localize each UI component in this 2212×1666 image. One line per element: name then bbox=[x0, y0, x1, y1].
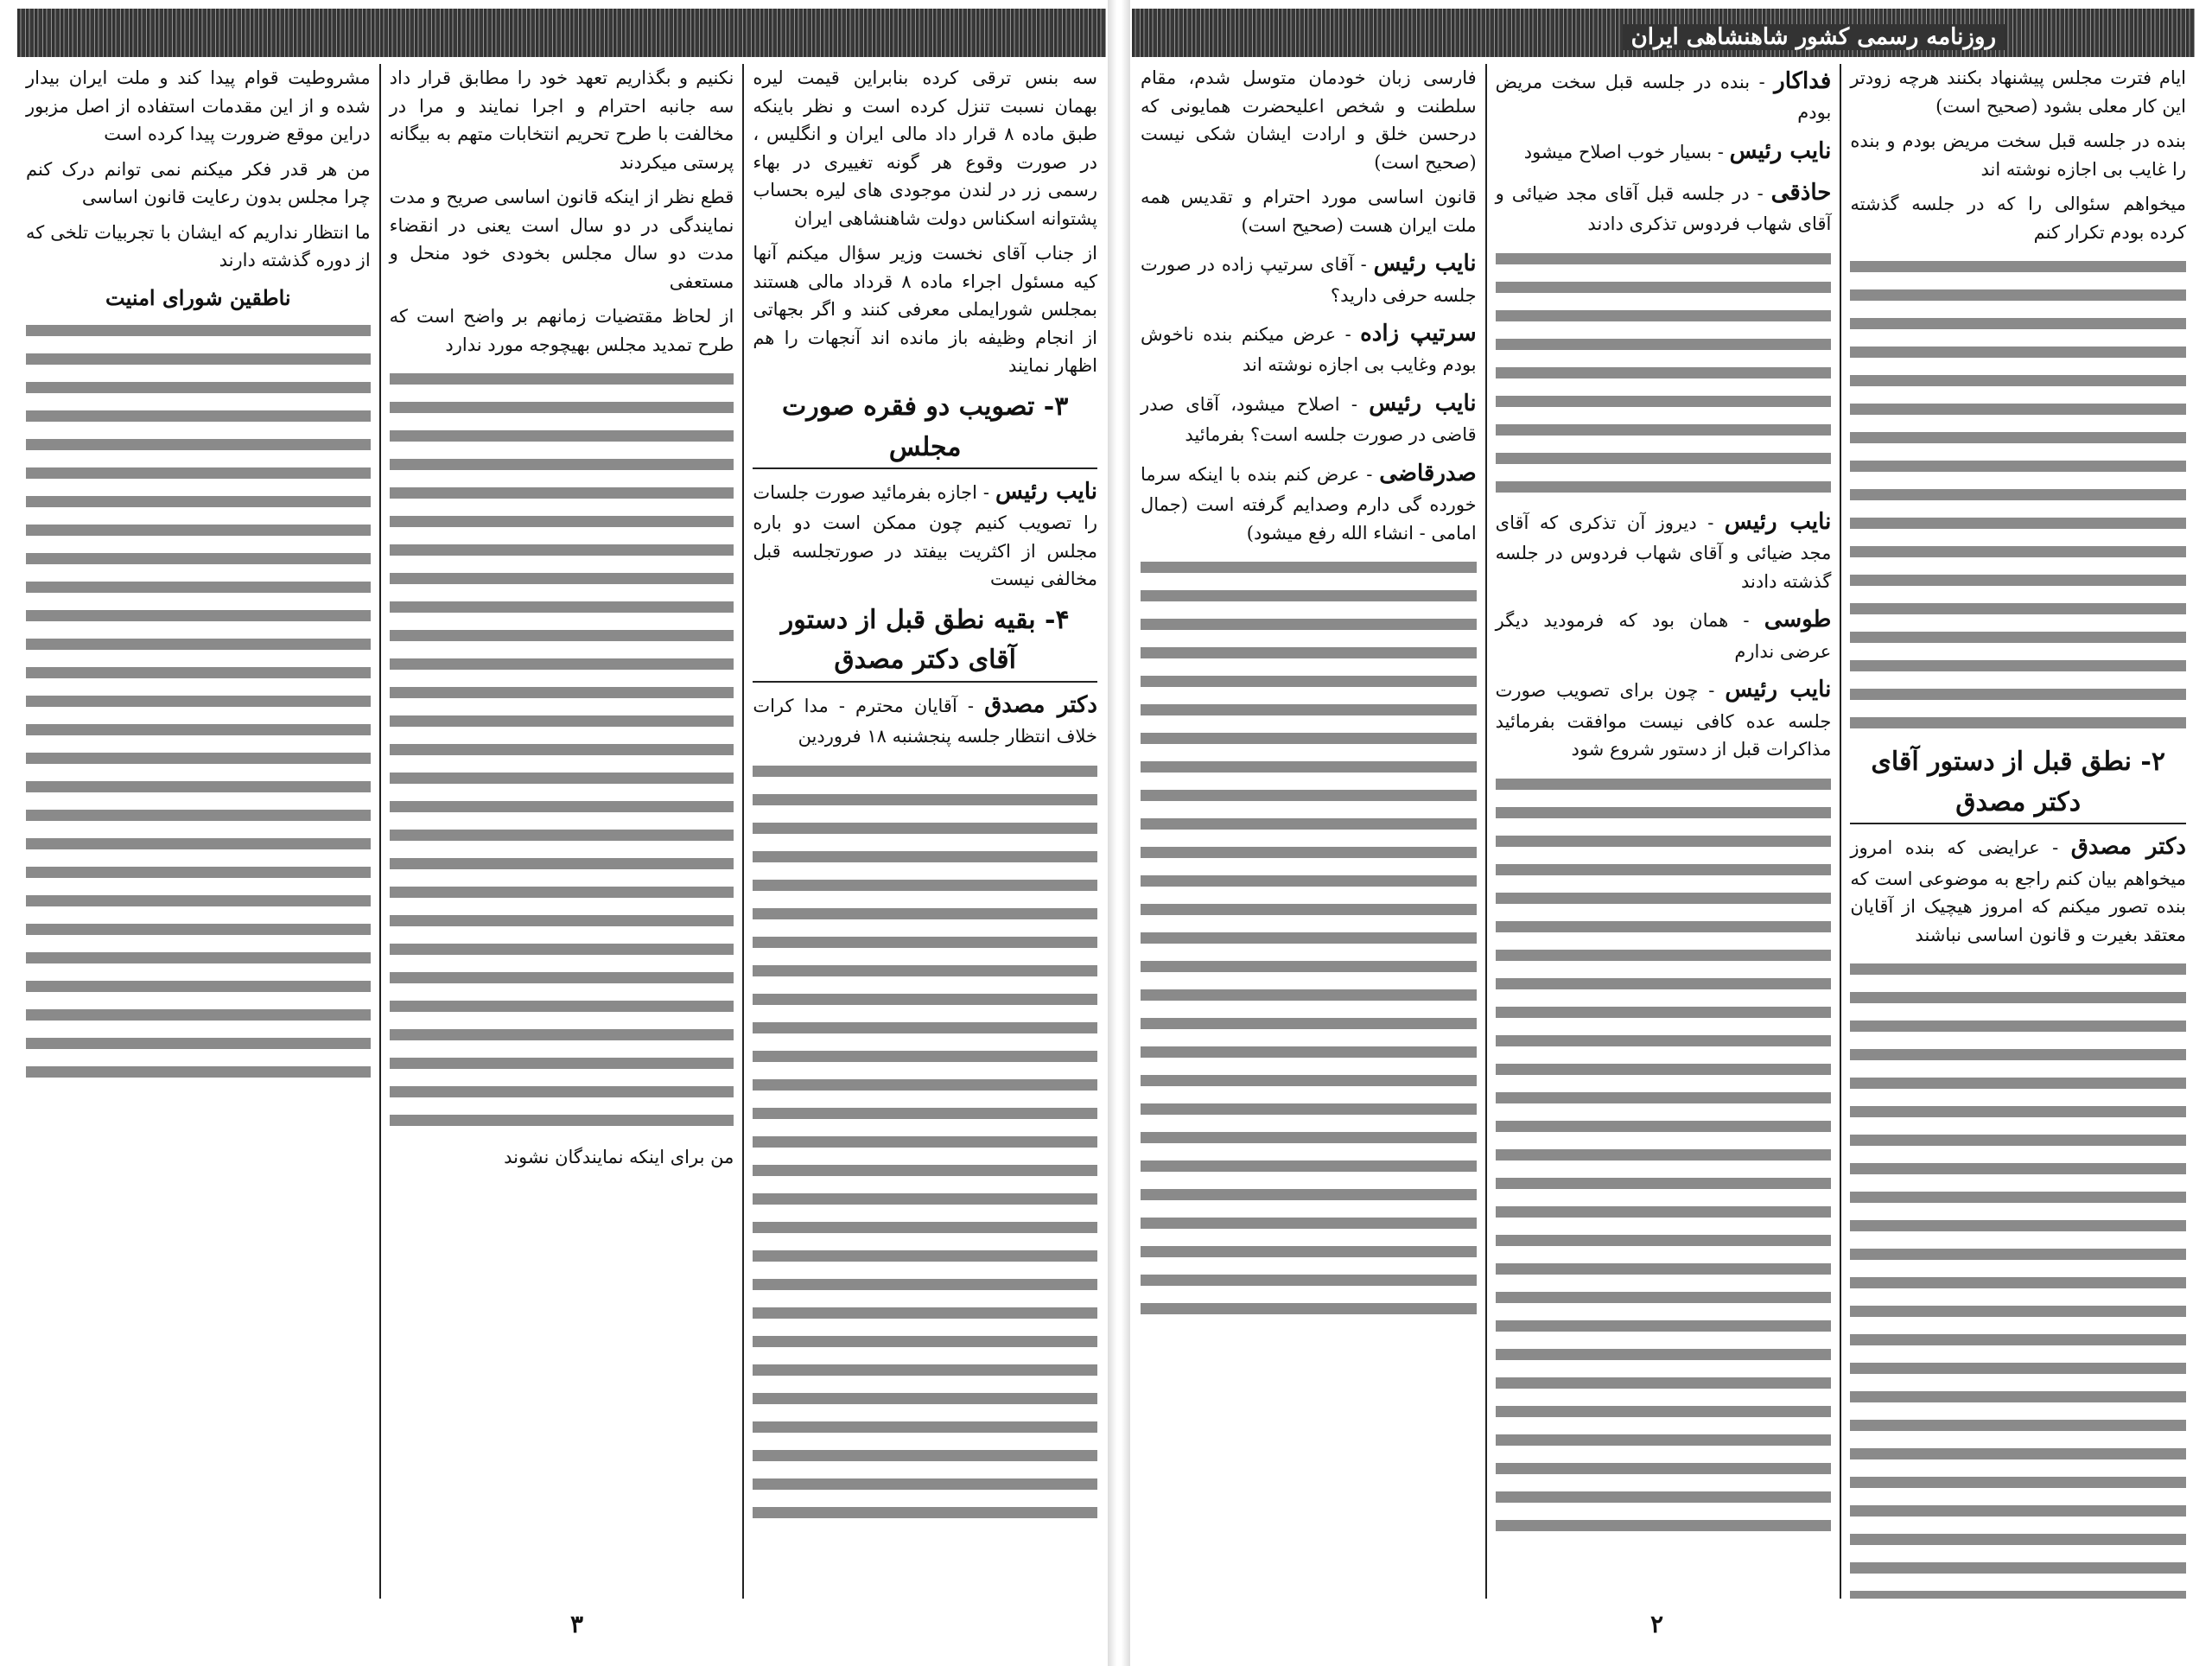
paragraph: میخواهم سئوالی را که در جلسه گذشته کرده بودم تکرار کنم bbox=[1850, 194, 2186, 243]
speaker-name: دکتر مصدق bbox=[984, 691, 1097, 718]
column-3 bbox=[17, 64, 379, 1599]
page-number: ۲ bbox=[1650, 1610, 1664, 1638]
speaker-text: عرض کنم بنده با اینکه سرما خورده گی دارم وصدایم گرفته است (جمال امامی - انشاء الله رفع میشود) bbox=[1140, 463, 1477, 544]
section-heading: ۴- بقیه نطق قبل از دستور آقای دکتر مصدق bbox=[753, 601, 1097, 683]
speaker-text: در جلسه قبل آقای مجد ضیائی و آقای شهاب فردوس تذکری دادند bbox=[1495, 183, 1832, 235]
speaker-text: اصلاح میشود، آقای صدر قاضی در صورت جلسه است؟ بفرمائید bbox=[1140, 393, 1477, 446]
speaker-name: نایب رئیس bbox=[1729, 137, 1832, 164]
column-1: ایام فترت مجلس پیشنهاد بکنند هرچه زودتر این کار معلی بشود (صحیح است) بنده در جلسه قبل سخت مریض بودم و بنده را غایب بی اجازه نوشته اند میخواهم سئوالی را که در جلسه گذشته کرده بودم تکرار کنم ۲- نطق قبل از دستور آقای دکتر مصدق دکتر مصدق - عرایضی که بنده امروز میخواهم بیان کنم راجع به موضوعی است که بنده تصور میکنم که امروز هیچیک از آقایان معتقد بغیرت و قانون اساسی نباشند bbox=[1840, 64, 2195, 1599]
page-number: ۳ bbox=[570, 1610, 584, 1638]
body-text-block bbox=[1850, 956, 2186, 1599]
column-1: سه بنس ترقی کرده بنابراین قیمت لیره بهمان نسبت تنزل کرده است و نظر باینکه طبق ماده ۸ قرار داد مالی ایران و انگلیس ، در صورت وقوع هر گونه تغییری در بهاء رسمی زر در لندن موجودی های لیره بحساب پشتوانه اسکناس دولت شاهنشاهی ایران از جناب آقای نخست وزیر سؤال میکنم آنها کیه مسئول اجراء ماده ۸ قرداد مالی هستند بمجلس شورایملی معرفی کنند و اگر بجهاتی از انجام وظیفه باز مانده اند آنجهات را هم اظهار نمایند ۳- تصویب دو فقره صورت مجلس نایب رئیس - اجازه بفرمائید صورت جلسات را تصویب کنیم چون ممکن است دو باره مجلس از اکثریت بیفتد در صورتجلسه قبل مخالفی نیست ۴- بقیه نطق قبل از دستور آقای دکتر مصدق دکتر مصدق - آقایان محترم - مدا کرات خلاف انتظار جلسه پنجشنبه ۱۸ فروردین bbox=[742, 64, 1106, 1599]
paragraph: ما انتظار نداریم که ایشان با تجربیات تلخی که از دوره گذشته دارند bbox=[25, 221, 371, 271]
speaker-text: عرض میکنم بنده ناخوش بودم وغایب بی اجازه نوشته اند bbox=[1140, 324, 1477, 376]
body-text-block bbox=[753, 758, 1097, 1536]
speaker-name: نایب رئیس bbox=[995, 479, 1098, 506]
speaker-text: دیروز آن تذکری که آقای مجد ضیائی و آقای شهاب فردوس در جلسه گذشته دادند bbox=[1495, 512, 1832, 592]
paragraph: ایام فترت مجلس پیشنهاد بکنند هرچه زودتر این کار معلی بشود (صحیح است) bbox=[1850, 67, 2186, 117]
column-2: فداکار - بنده در جلسه قبل سخت مریض بودم نایب رئیس - بسیار خوب اصلاح میشود حاذقی - در جلسه قبل آقای مجد ضیائی و آقای شهاب فردوس تذکری دادند نایب رئیس - دیروز آن تذکری که آقای مجد ضیائی و آقای شهاب فردوس در جلسه گذشته دادند طوسی - همان بود که فرمودید دیگر عرضی ندارم نایب رئیس - چون برای تصویب صورت جلسه عده کافی نیست موافقت بفرمائید مذاکرات قبل از دستور شروع شود bbox=[1485, 64, 1840, 1599]
speaker-name: دکتر مصدق bbox=[2070, 834, 2187, 861]
speaker-text: عرایضی که بنده امروز میخواهم بیان کنم راجع به موضوعی است که بنده تصور میکنم که امروز هیچیک از آقایان معتقد بغیرت و قانون اساسی نباشند bbox=[1850, 837, 2186, 945]
paragraph: نکنیم و بگذاریم تعهد خود را مطابق قرار داد سه جانبه احترام و اجرا نمایند و مرا در مخالفت با طرح تحریم انتخابات متهم به بیگانه پرستی میکردند bbox=[389, 67, 734, 173]
section-heading: ۲- نطق قبل از دستور آقای دکتر مصدق bbox=[1850, 742, 2186, 824]
body-text-block bbox=[26, 317, 371, 1095]
newspaper-page-right bbox=[1132, 9, 2195, 1650]
paragraph: من برای اینکه نمایندگان نشوند bbox=[504, 1147, 734, 1168]
body-text-block bbox=[390, 366, 734, 1143]
paragraph: از لحاظ مقتضیات زمانهم بر واضح است که طرح تمدید مجلس بهیچوجه مورد ندارد bbox=[389, 306, 734, 355]
speaker-text: همان بود که فرمودید دیگر عرضی ندارم bbox=[1495, 610, 1832, 662]
body-text-block bbox=[1850, 253, 2186, 737]
paragraph: بنده در جلسه قبل سخت مریض بودم و بنده را غایب بی اجازه نوشته اند bbox=[1850, 130, 2186, 180]
column-container bbox=[1132, 64, 2195, 1599]
body-text-block bbox=[1496, 245, 1832, 505]
paragraph: مشروطیت قوام پیدا کند و ملت ایران بیدار شده و از این مقدمات استفاده از اصل مزبور دراین موقع ضرورت پیدا کرده است bbox=[25, 67, 371, 145]
speaker-text: آقای سرتیپ زاده در صورت جلسه حرفی دارید؟ bbox=[1140, 254, 1477, 306]
speaker-name: نایب رئیس bbox=[1725, 677, 1832, 703]
paragraph: فارسی زبان خودمان متوسل شدم، مقام سلطنت و شخص اعلیحضرت همایونی که درحسن خلق و ارادت ایشان شکی نیست (صحیح است) bbox=[1140, 67, 1477, 173]
speaker-text: بسیار خوب اصلاح میشود bbox=[1523, 141, 1713, 162]
newspaper-page-left bbox=[17, 9, 1106, 1650]
speaker-text: اجازه بفرمائید صورت جلسات را تصویب کنیم چون ممکن است دو باره مجلس از اکثریت بیفتد در صورتجلسه قبل مخالفی نیست bbox=[753, 482, 1097, 590]
speaker-name: نایب رئیس bbox=[1373, 251, 1477, 277]
paragraph: قانون اساسی مورد احترام و تقدیس همه ملت ایران هست (صحیح است) bbox=[1140, 187, 1477, 236]
speaker-text: آقایان محترم - مدا کرات خلاف انتظار جلسه پنجشنبه ۱۸ فروردین bbox=[753, 695, 1097, 747]
speaker-name: فداکار bbox=[1774, 68, 1832, 94]
body-text-block bbox=[1496, 771, 1832, 1548]
speaker-name: نایب رئیس bbox=[1369, 390, 1477, 416]
speaker-name: صدرقاضی bbox=[1379, 460, 1477, 486]
speaker-text: بنده در جلسه قبل سخت مریض بودم bbox=[1495, 72, 1832, 124]
paragraph: من هر قدر فکر میکنم نمی توانم درک کنم چرا مجلس بدون رعایت قانون اساسی bbox=[25, 158, 371, 208]
section-heading: ۳- تصویب دو فقره صورت مجلس bbox=[753, 387, 1097, 469]
speaker-name: حاذقی bbox=[1770, 180, 1832, 207]
paragraph: از جناب آقای نخست وزیر سؤال میکنم آنها کیه مسئول اجراء ماده ۸ قرداد مالی هستند بمجلس شورایملی معرفی کنند و اگر بجهاتی از انجام وظیفه باز مانده اند آنجهات را هم اظهار نمایند bbox=[753, 243, 1097, 377]
paragraph: قطع نظر از اینکه قانون اساسی صریح و مدت نمایندگی در دو سال است یعنی در انقضاء مدت دو سال مجلس بخودی خود منحل و مستعفی bbox=[389, 187, 734, 292]
column-3: فارسی زبان خودمان متوسل شدم، مقام سلطنت و شخص اعلیحضرت همایونی که درحسن خلق و ارادت ایشان شکی نیست (صحیح است) قانون اساسی مورد احترام و تقدیس همه ملت ایران هست (صحیح است) نایب رئیس - آقای سرتیپ زاده در صورت جلسه حرفی دارید؟ سرتیپ زاده - عرض میکنم بنده ناخوش بودم وغایب بی اجازه نوشته اند نایب رئیس - اصلاح میشود، آقای صدر قاضی در صورت جلسه است؟ بفرمائید صدرقاضی - عرض کنم بنده با اینکه سرما خورده گی دارم وصدایم گرفته است (جمال امامی - انشاء الله رفع میشود) bbox=[1132, 64, 1485, 1599]
speaker-text: چون برای تصویب صورت جلسه عده کافی نیست موافقت بفرمائید مذاکرات قبل از دستور شروع شود bbox=[1495, 680, 1832, 760]
column-2 bbox=[379, 64, 743, 1599]
speaker-name: طوسی bbox=[1764, 607, 1832, 633]
sub-heading: ناطقین شورای امنیت bbox=[105, 284, 291, 310]
paragraph: سه بنس ترقی کرده بنابراین قیمت لیره بهمان نسبت تنزل کرده است و نظر باینکه طبق ماده ۸ قرار داد مالی ایران و انگلیس ، در صورت وقوع هر گونه تغییری در بهاء رسمی زر در لندن موجودی های لیره بحساب پشتوانه اسکناس دولت شاهنشاهی ایران bbox=[753, 67, 1097, 229]
column-container bbox=[17, 64, 1106, 1599]
newspaper-masthead: روزنامه رسمی کشور شاهنشاهی ایران bbox=[1623, 24, 2005, 50]
speaker-name: سرتیپ زاده bbox=[1360, 321, 1477, 347]
book-gutter bbox=[1108, 0, 1130, 1666]
body-text-block bbox=[1141, 554, 1477, 1332]
speaker-name: نایب رئیس bbox=[1724, 508, 1832, 535]
page-header-band bbox=[17, 9, 1106, 57]
